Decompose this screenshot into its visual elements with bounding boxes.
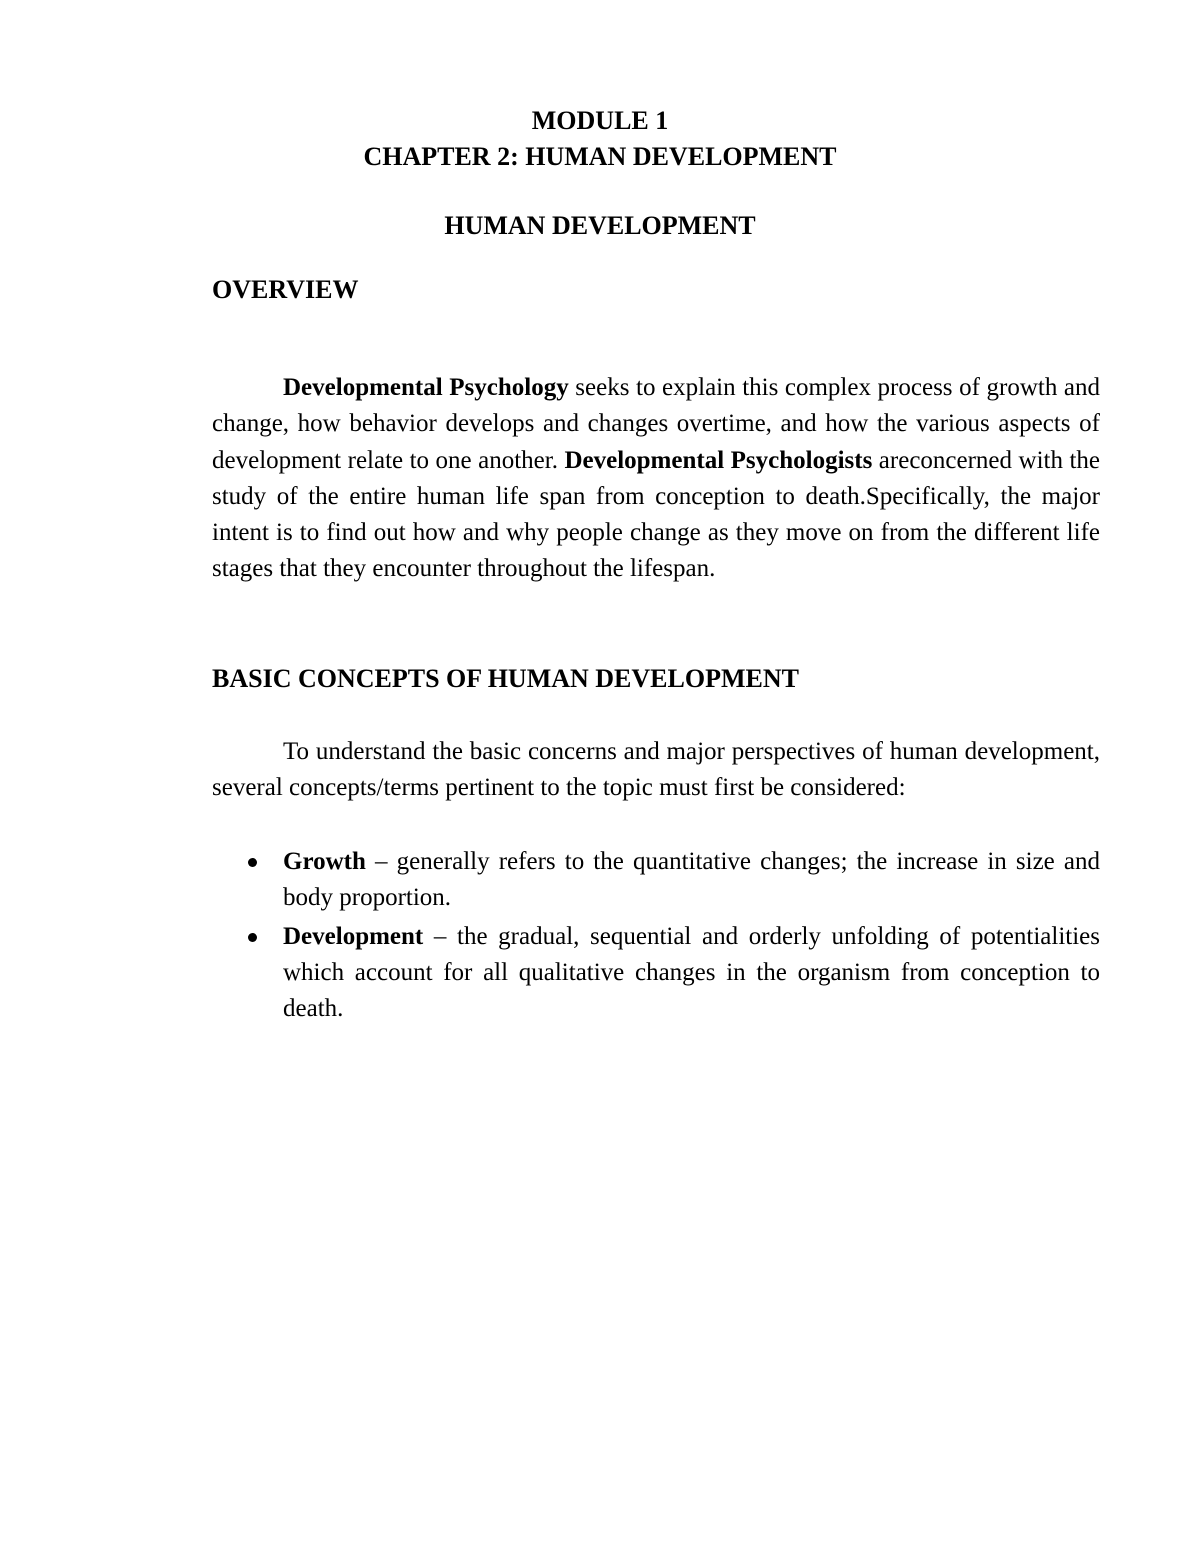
page-title: HUMAN DEVELOPMENT: [444, 211, 756, 240]
overview-paragraph: [212, 370, 1100, 588]
basic-concepts-heading: BASIC CONCEPTS OF HUMAN DEVELOPMENT: [212, 664, 799, 693]
chapter-title: CHAPTER 2: HUMAN DEVELOPMENT: [363, 142, 837, 171]
concepts-list: [212, 844, 1100, 1027]
development-definition: – the gradual, sequential and orderly unfolding of potentialities which account for all qualitative changes in the organism from conception to death.: [283, 922, 1100, 1023]
basic-concepts-intro: [212, 734, 1100, 807]
module-label: MODULE 1: [531, 106, 669, 135]
basic-concepts-intro-text: To understand the basic concerns and major perspectives of human development, several concepts/terms pertinent to the topic must first be considered:: [212, 738, 1100, 802]
bullet-icon: [248, 858, 257, 867]
overview-heading: OVERVIEW: [212, 275, 359, 304]
overview-text-1: seeks to explain this complex process of growth and change, how behavior develops and changes overtime, and how the various aspects of development relate to one another.: [212, 374, 1101, 474]
term-developmental-psychology: Developmental Psychology: [283, 374, 569, 401]
list-item: [212, 919, 1100, 1028]
list-item: [212, 844, 1100, 917]
term-growth: Growth: [283, 848, 366, 875]
bullet-icon: [248, 933, 257, 942]
overview-text-2: areconcerned with the study of the entire human life span from conception to death.Specifically, the major intent is to find out how and why people change as they move on from the different life stages that they encounter throughout the lifespan.: [212, 446, 1100, 583]
growth-definition: – generally refers to the quantitative changes; the increase in size and body proportion.: [283, 848, 1100, 912]
term-development: Development: [283, 922, 424, 950]
term-developmental-psychologists: Developmental Psychologists: [564, 446, 873, 474]
